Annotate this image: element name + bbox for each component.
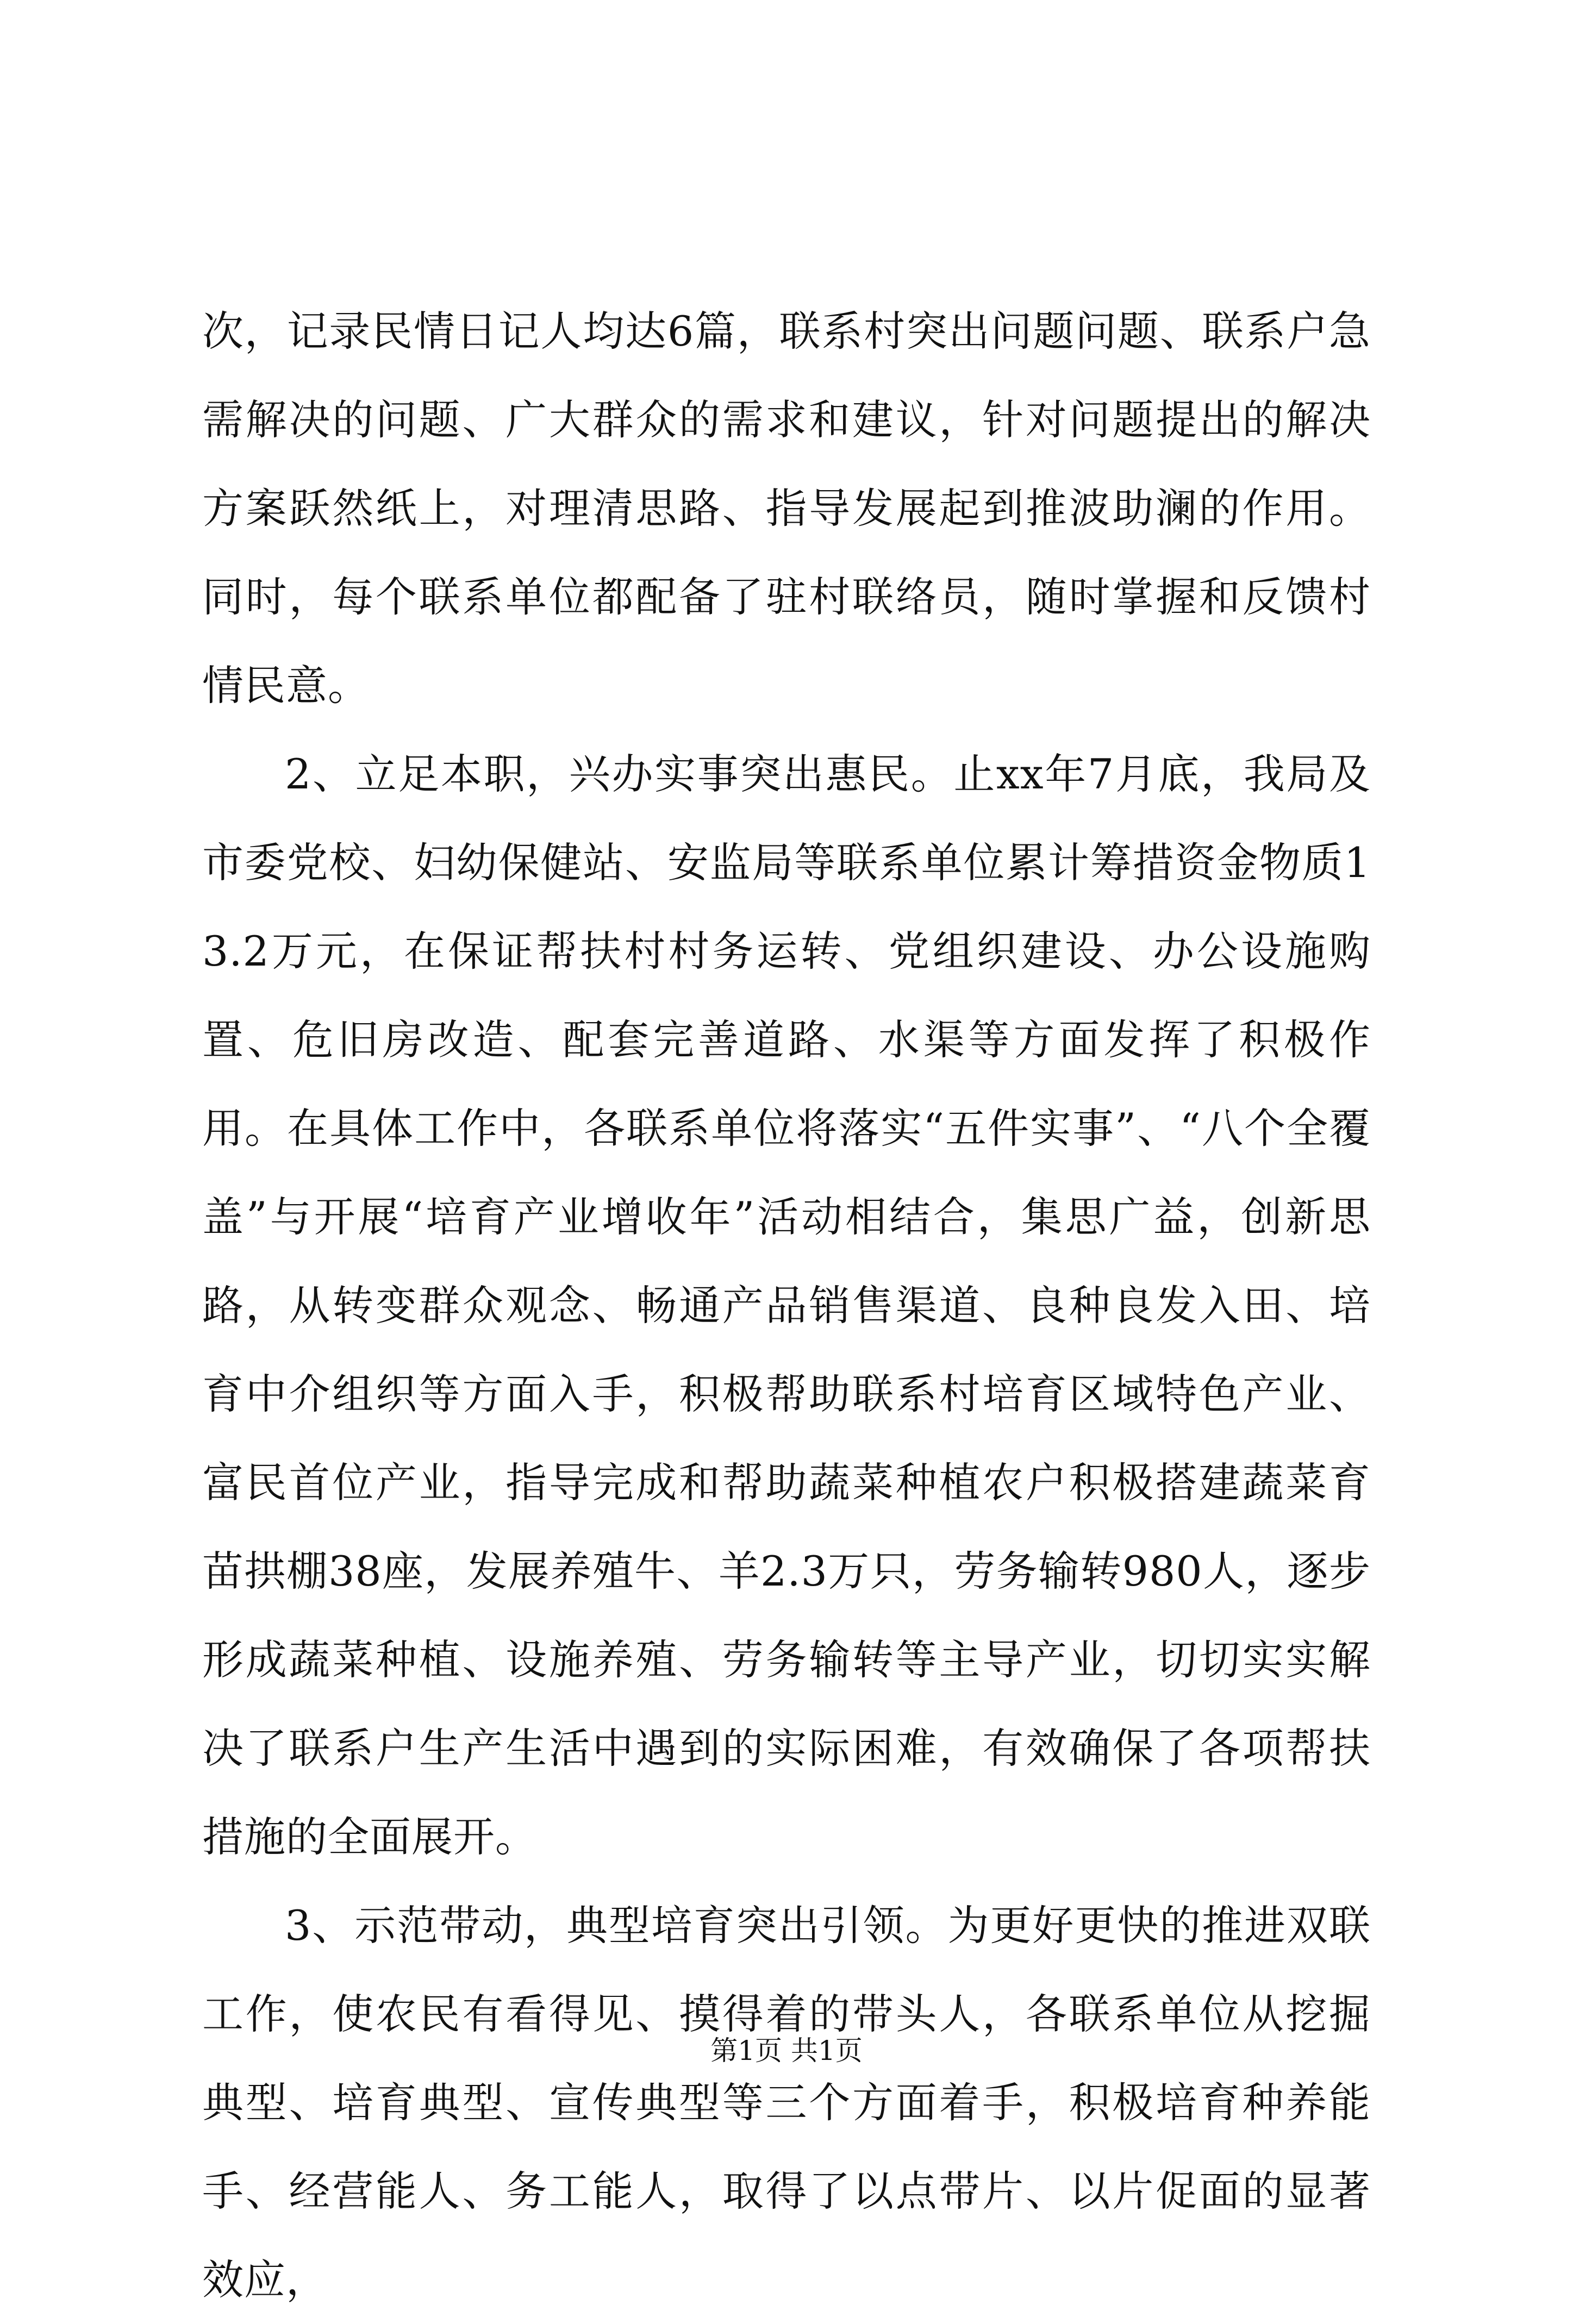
paragraph-3: 3、示范带动，典型培育突出引领。为更好更快的推进双联工作，使农民有看得见、摸得着的带头人，各联系单位从挖掘典型、培育典型、宣传典型等三个方面着手，积极培育种养能手、经营能人、务工能人，取得了以点带片、以片促面的显著效应，: [202, 1901, 1371, 2304]
document-body: [202, 287, 1371, 2324]
paragraph-2: 2、立足本职，兴办实事突出惠民。止xx年7月底，我局及市委党校、妇幼保健站、安监局等联系单位累计筹措资金物质13.2万元，在保证帮扶村村务运转、党组织建设、办公设施购置、危旧房改造、配套完善道路、水渠等方面发挥了积极作用。在具体工作中，各联系单位将落实“五件实事”、“八个全覆盖”与开展“培育产业增收年”活动相结合，集思广益，创新思路，从转变群众观念、畅通产品销售渠道、良种良发入田、培育中介组织等方面入手，积极帮助联系村培育区域特色产业、富民首位产业，指导完成和帮助蔬菜种植农户积极搭建蔬菜育苗拱棚38座，发展养殖牛、羊2.3万只，劳务输转980人，逐步形成蔬菜种植、设施养殖、劳务输转等主导产业，切切实实解决了联系户生产生活中遇到的实际困难，有效确保了各项帮扶措施的全面展开。: [202, 750, 1371, 1861]
paragraph-continued: 次，记录民情日记人均达6篇，联系村突出问题问题、联系户急需解决的问题、广大群众的需求和建议，针对问题提出的解决方案跃然纸上，对理清思路、指导发展起到推波助澜的作用。同时，每个联系单位都配备了驻村联络员，随时掌握和反馈村情民意。: [202, 307, 1371, 710]
page-footer: 第1页 共1页: [710, 2035, 863, 2066]
